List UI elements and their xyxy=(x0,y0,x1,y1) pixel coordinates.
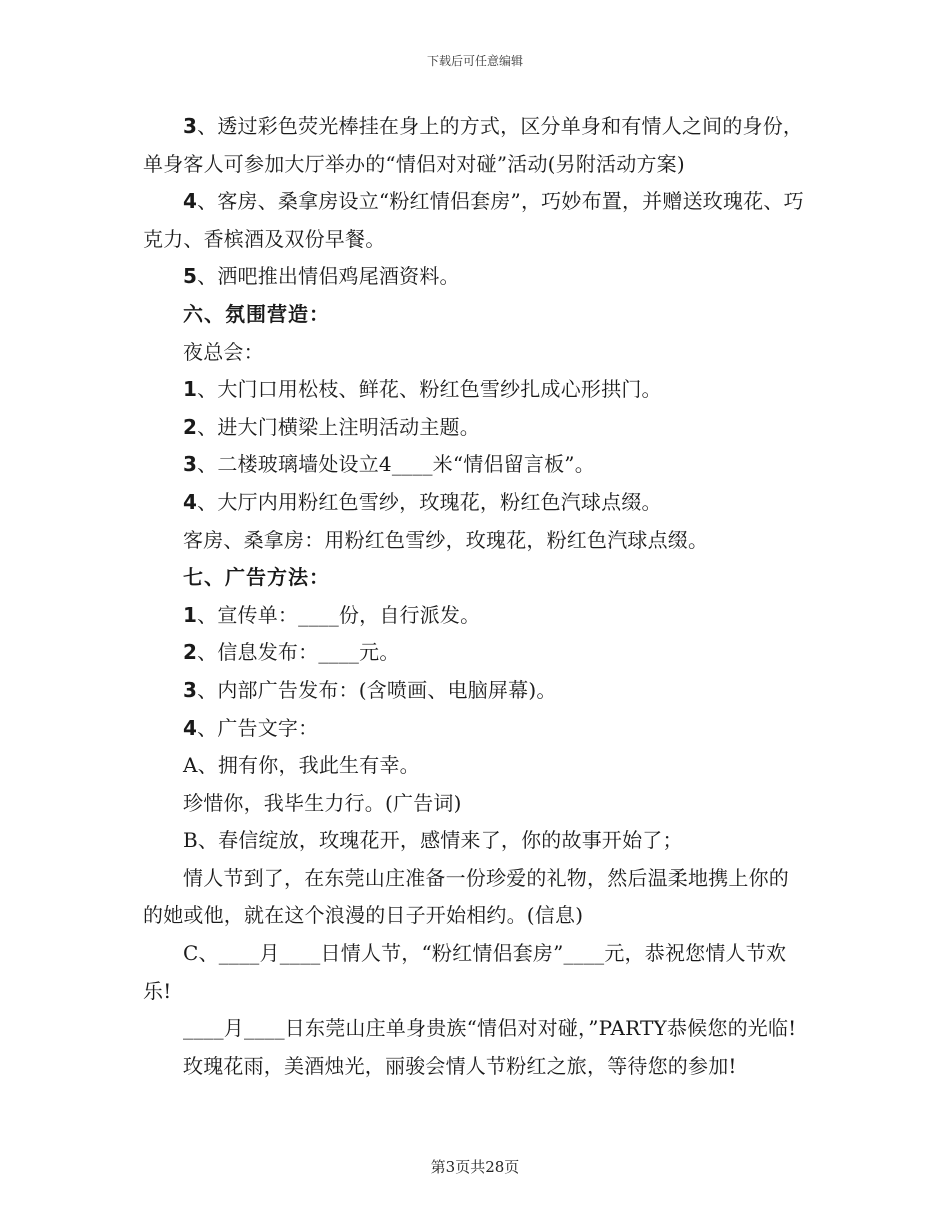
item-number: 4 xyxy=(183,715,198,740)
paragraph xyxy=(143,409,808,447)
paragraph xyxy=(143,785,808,823)
paragraph xyxy=(143,183,808,258)
paragraph xyxy=(143,860,808,935)
paragraph-text: 、大门口用松枝、鲜花、粉红色雪纱扎成心形拱门。 xyxy=(197,377,662,402)
paragraph-text: 、透过彩色荧光棒挂在身上的方式，区分单身和有情人之间的身份，单身客人可参加大厅举办的“情侣对对碰”活动(另附活动方案) xyxy=(143,114,804,176)
paragraph xyxy=(143,522,808,560)
item-number: 1 xyxy=(183,377,198,402)
paragraph-text: 客房、桑拿房：用粉红色雪纱，玫瑰花，粉红色汽球点缀。 xyxy=(183,527,709,552)
paragraph-text: 、二楼玻璃墙处设立4____米“情侣留言板”。 xyxy=(197,452,595,477)
item-number: 4 xyxy=(183,489,198,514)
paragraph-text: C、____月____日情人节，“粉红情侣套房”____元，恭祝您情人节欢乐! xyxy=(143,941,787,1003)
paragraph-text: 七、广告方法： xyxy=(183,565,330,590)
paragraph xyxy=(143,446,808,484)
item-number: 2 xyxy=(183,640,198,665)
item-number: 3 xyxy=(183,452,198,477)
item-number: 4 xyxy=(183,189,198,214)
item-number: 1 xyxy=(183,602,198,627)
paragraph xyxy=(143,935,808,1010)
paragraph xyxy=(143,108,808,183)
paragraph-text: 、客房、桑拿房设立“粉红情侣套房”，巧妙布置，并赠送玫瑰花、巧克力、香槟酒及双份早餐。 xyxy=(143,189,804,251)
paragraph-text: A、拥有你，我此生有幸。 xyxy=(183,753,420,778)
paragraph-text: 、内部广告发布：(含喷画、电脑屏幕)。 xyxy=(197,677,557,702)
section-heading xyxy=(143,296,808,334)
item-number: 5 xyxy=(183,264,198,289)
paragraph xyxy=(143,371,808,409)
paragraph-text: 玫瑰花雨，美酒烛光，丽骏会情人节粉红之旅，等待您的参加! xyxy=(183,1053,737,1078)
paragraph-text: ____月____日东莞山庄单身贵族“情侣对对碰，”PARTY恭候您的光临! xyxy=(183,1016,797,1041)
paragraph xyxy=(143,484,808,522)
item-number: 3 xyxy=(183,677,198,702)
paragraph xyxy=(143,710,808,748)
paragraph-text: 情人节到了，在东莞山庄准备一份珍爱的礼物，然后温柔地携上你的的她或他，就在这个浪漫的日子开始相约。(信息) xyxy=(143,865,789,928)
paragraph-text: 、洒吧推出情侣鸡尾酒资料。 xyxy=(197,264,460,289)
paragraph xyxy=(143,258,808,296)
item-number: 2 xyxy=(183,414,198,439)
paragraph xyxy=(143,747,808,785)
item-number: 3 xyxy=(183,114,198,138)
paragraph-text: 、大厅内用粉红色雪纱，玫瑰花，粉红色汽球点缀。 xyxy=(197,489,662,514)
paragraph-text: 、进大门横梁上注明活动主题。 xyxy=(197,414,480,439)
paragraph xyxy=(143,634,808,672)
paragraph-text: B、春信绽放，玫瑰花开，感情来了，你的故事开始了； xyxy=(183,828,683,853)
paragraph-text: 六、氛围营造： xyxy=(183,301,330,326)
paragraph-text: 夜总会： xyxy=(183,339,264,364)
page-footer: 第3页共28页 xyxy=(430,1158,520,1176)
paragraph xyxy=(143,822,808,860)
paragraph-text: 、信息发布：____元。 xyxy=(197,640,400,665)
document-body xyxy=(143,108,808,1085)
header-note: 下载后可任意编辑 xyxy=(426,54,523,68)
paragraph-text: 、宣传单：____份，自行派发。 xyxy=(197,602,481,627)
paragraph xyxy=(143,597,808,635)
paragraph xyxy=(143,1010,808,1048)
paragraph xyxy=(143,334,808,372)
paragraph-text: 、广告文字： xyxy=(197,715,319,740)
paragraph-text: 珍惜你，我毕生力行。(广告词) xyxy=(183,790,462,815)
paragraph xyxy=(143,672,808,710)
paragraph xyxy=(143,1048,808,1086)
section-heading xyxy=(143,559,808,597)
